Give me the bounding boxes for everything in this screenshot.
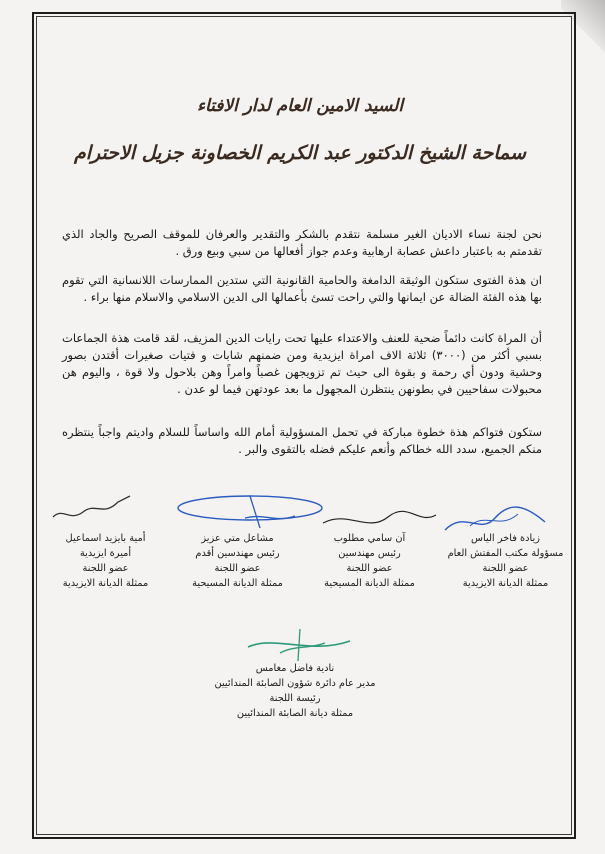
- paragraph-3: أن المراة كانت دائماً ضحية للعنف والاعتداء عليها تحت رايات الدين المزيف، لقد قامت هذة الجماعات بسبي أكثر من (٣٠٠٠) ثلاثة الاف امراة ايزيدية ومن ضمنهم شابات و فتيات صغيرات أقتدن بصور وحشية ودون أي رحمة و بقوة الى حيث تم تزويجهن غصباً وامراً وهن بلاحول ولا قوة ، واليوم هن محبولات سفاحيين في بطونهن ينتظرن المجهول ما بعد عودتهن فيما لو عدن .: [62, 331, 542, 396]
- letter-addressee: سماحة الشيخ الدكتور عبد الكريم الخصاونة جزيل الاحترام: [73, 142, 527, 164]
- signatory-2: [302, 531, 437, 591]
- signatory-2-role: رئيس مهندسين: [338, 548, 401, 559]
- signatory-1-role: مسؤولة مكتب المفتش العام: [447, 548, 564, 559]
- committee-chair: [185, 661, 405, 721]
- chair-position: رئيسة اللجنة: [269, 693, 321, 704]
- signatory-4-name: أمية بايزيد اسماعيل: [65, 533, 146, 544]
- signature-chair-scribble: [240, 625, 360, 665]
- signatory-1-position: عضو اللجنة: [482, 563, 529, 574]
- signatory-3-position: عضو اللجنة: [214, 563, 261, 574]
- signature-3-scribble: [155, 488, 325, 533]
- signatory-3: [170, 531, 305, 591]
- chair-role: مدير عام دائرة شؤون الصابئة المندائيين: [214, 678, 376, 689]
- signatory-1: [438, 531, 573, 591]
- signatory-4-religion: ممثلة الديانة الايزيدية: [62, 578, 149, 589]
- signatory-3-name: مشاعل متي عزيز: [201, 533, 274, 544]
- signatory-4-position: عضو اللجنة: [82, 563, 129, 574]
- signatory-2-name: آن سامي مطلوب: [333, 533, 406, 544]
- paragraph-1: نحن لجنة نساء الاديان الغير مسلمة نتقدم بالشكر والتقدير والعرفان للموقف الصريح والجاد الذي تقدمتم به باعتبار داعش عصابة ارهابية وعدم جواز أفعالها من سبي وبيع ورق .: [62, 227, 542, 258]
- signatory-2-religion: ممثلة الديانة المسيحية: [324, 578, 415, 589]
- signature-4-scribble: [48, 492, 138, 532]
- paragraph-4: ستكون فتواكم هذة خطوة مباركة في تحمل المسؤولية أمام الله واساساً للسلام واديتم واجباً ينتظره منكم الجميع، سدد الله خطاكم وأنعم عليكم فضله بالتقوى والبر .: [62, 425, 542, 456]
- signatory-3-religion: ممثلة الديانة المسيحية: [192, 578, 283, 589]
- signatory-2-position: عضو اللجنة: [346, 563, 393, 574]
- signatory-4: [38, 531, 173, 591]
- signatory-4-role: أميرة ايزيدية: [79, 548, 132, 559]
- signatory-3-role: رئيس مهندسين أقدم: [195, 548, 280, 559]
- chair-name: نادية فاضل مغامس: [255, 663, 335, 674]
- letter-title: السيد الامين العام لدار الافتاء: [196, 96, 404, 116]
- signatory-1-religion: ممثلة الديانة الايزيدية: [462, 578, 549, 589]
- paragraph-2: ان هذة الفتوى ستكون الوثيقة الدامغة والحامية القانونية التي ستدين الممارسات اللانسانية التي تقوم بها هذه الفئة الضالة عن ايمانها والتي راحت تسئ بأعمالها الى الدين الاسلامي والاسلام منها براء .: [62, 273, 542, 304]
- chair-religion: ممثلة ديانة الصابئة المندائيين: [236, 708, 354, 719]
- signatory-1-name: زيادة فاخر الياس: [471, 533, 540, 544]
